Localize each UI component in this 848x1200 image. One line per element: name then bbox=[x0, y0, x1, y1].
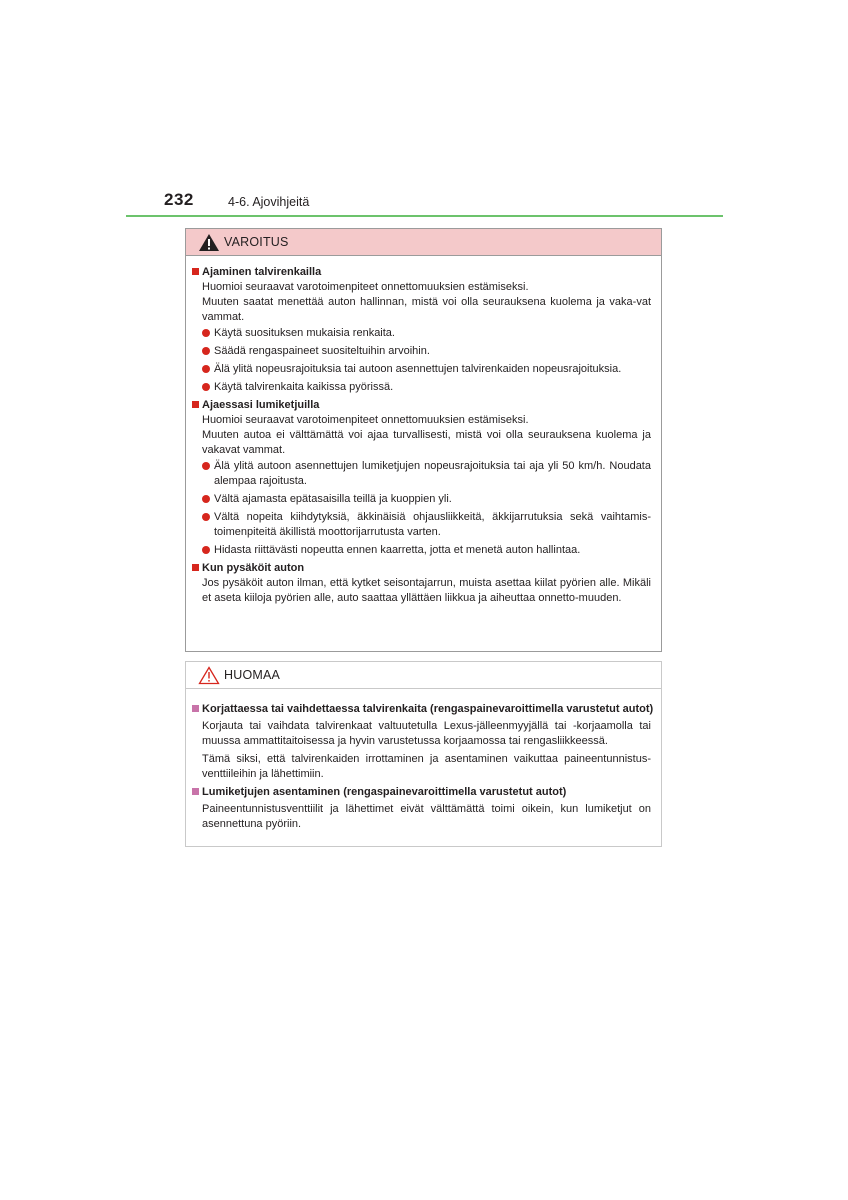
square-bullet-icon bbox=[192, 268, 199, 275]
notice-section-tire-repair bbox=[186, 702, 661, 782]
section-title: Korjattaessa tai vaihdettaessa talvirenkaita (rengaspainevaroittimella varustetut autot) bbox=[202, 703, 654, 715]
section-title: Ajaessasi lumiketjuilla bbox=[202, 399, 320, 411]
notice-box bbox=[185, 661, 662, 847]
list-item: Hidasta riittävästi nopeutta ennen kaarretta, jotta et menetä auton hallintaa. bbox=[214, 543, 651, 558]
bullet-list bbox=[186, 459, 661, 558]
section-title: Ajaminen talvirenkailla bbox=[202, 266, 322, 278]
list-item: Säädä rengaspaineet suositeltuihin arvoihin. bbox=[214, 344, 651, 359]
section-title: Lumiketjujen asentaminen (rengaspainevaroittimella varustetut autot) bbox=[202, 786, 567, 798]
warning-section-parking bbox=[186, 561, 661, 606]
warning-body bbox=[186, 265, 661, 606]
paragraph: Huomioi seuraavat varotoimenpiteet onnettomuuksien estämiseksi. bbox=[202, 414, 529, 426]
list-item: Vältä nopeita kiihdytyksiä, äkkinäisiä ohjausliikkeitä, äkkijarrutuksia sekä vaihtamis-toimenpiteitä äkillistä moottorijarrutusta varten. bbox=[214, 510, 651, 540]
paragraph: Jos pysäköit auton ilman, että kytket seisontajarrun, muista asettaa kiilat pyörien alle. Mikäli et aseta kiiloja pyörien alle, auto saattaa yllättäen liikkua ja aiheuttaa onnetto-muuden. bbox=[202, 577, 651, 604]
square-bullet-icon bbox=[192, 705, 199, 712]
notice-section-chain-install bbox=[186, 785, 661, 832]
bullet-list bbox=[186, 326, 661, 395]
dot-bullet-icon bbox=[202, 462, 210, 470]
list-item: Älä ylitä autoon asennettujen lumiketjujen nopeusrajoituksia tai aja yli 50 km/h. Noudata alempaa rajoitusta. bbox=[214, 459, 651, 489]
dot-bullet-icon bbox=[202, 329, 210, 337]
page-number: 232 bbox=[164, 190, 194, 209]
section-title: 4-6. Ajovihjeitä bbox=[228, 195, 310, 209]
warning-label: VAROITUS bbox=[224, 235, 289, 249]
warning-triangle-icon bbox=[198, 233, 220, 252]
paragraph: Muuten saatat menettää auton hallinnan, mistä voi olla seurauksena kuolema ja vaka-vat vammat. bbox=[202, 296, 651, 323]
list-item: Vältä ajamasta epätasaisilla teillä ja kuoppien yli. bbox=[214, 492, 651, 507]
paragraph: Tämä siksi, että talvirenkaiden irrottaminen ja asentaminen vaikuttaa paineentunnistus-venttiileihin ja lähettimiin. bbox=[202, 753, 651, 780]
dot-bullet-icon bbox=[202, 347, 210, 355]
dot-bullet-icon bbox=[202, 546, 210, 554]
dot-bullet-icon bbox=[202, 383, 210, 391]
dot-bullet-icon bbox=[202, 513, 210, 521]
paragraph: Paineentunnistusventtiilit ja lähettimet eivät välttämättä toimi oikein, kun lumiketjut on asennettuna pyöriin. bbox=[202, 803, 651, 830]
notice-body bbox=[186, 702, 661, 835]
warning-section-snow-chains bbox=[186, 398, 661, 558]
dot-bullet-icon bbox=[202, 495, 210, 503]
warning-section-winter-tires bbox=[186, 265, 661, 395]
warning-header bbox=[186, 229, 661, 256]
page-header bbox=[164, 190, 724, 216]
section-title: Kun pysäköit auton bbox=[202, 562, 305, 574]
caution-triangle-icon bbox=[198, 666, 220, 685]
list-item: Käytä talvirenkaita kaikissa pyörissä. bbox=[214, 380, 651, 395]
paragraph: Muuten autoa ei välttämättä voi ajaa turvallisesti, mistä voi olla seurauksena kuolema ja vakavat vammat. bbox=[202, 429, 651, 456]
header-rule bbox=[126, 215, 723, 217]
notice-header bbox=[186, 662, 661, 689]
square-bullet-icon bbox=[192, 564, 199, 571]
list-item: Älä ylitä nopeusrajoituksia tai autoon asennettujen talvirenkaiden nopeusrajoituksia. bbox=[214, 362, 651, 377]
notice-label: HUOMAA bbox=[224, 668, 281, 682]
list-item: Käytä suosituksen mukaisia renkaita. bbox=[214, 326, 651, 341]
paragraph: Huomioi seuraavat varotoimenpiteet onnettomuuksien estämiseksi. bbox=[202, 281, 529, 293]
square-bullet-icon bbox=[192, 788, 199, 795]
dot-bullet-icon bbox=[202, 365, 210, 373]
square-bullet-icon bbox=[192, 401, 199, 408]
paragraph: Korjauta tai vaihdata talvirenkaat valtuutetulla Lexus-jälleenmyyjällä tai -korjaamolla tai muussa ammattitaitoisessa ja hyvin varustetussa korjaamossa tai rengasliikkeessä. bbox=[202, 720, 651, 747]
warning-box bbox=[185, 228, 662, 652]
